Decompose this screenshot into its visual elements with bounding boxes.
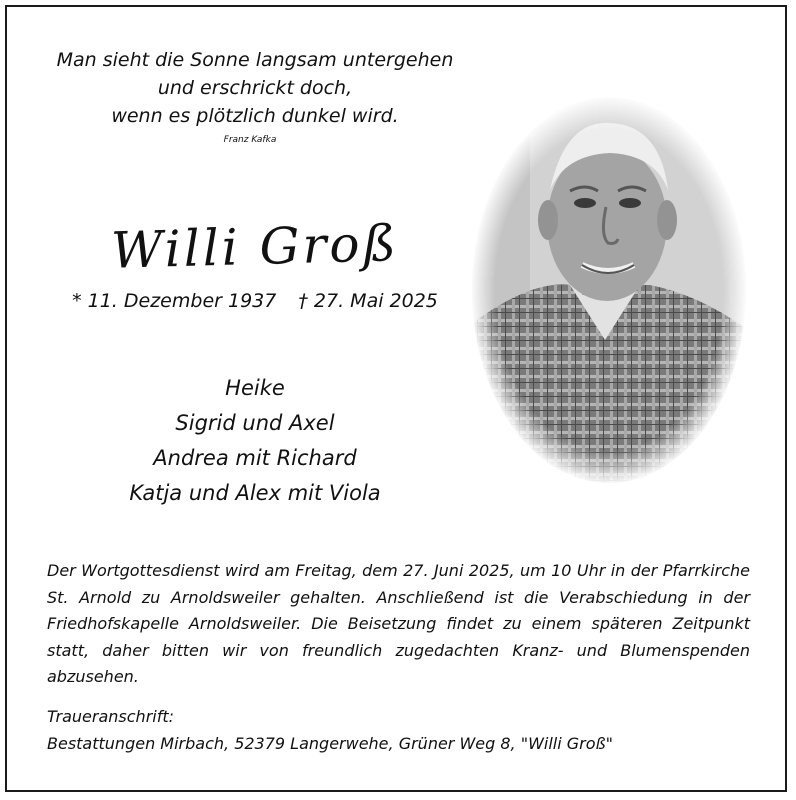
quote-line: Man sieht die Sonne langsam untergehen	[56, 49, 454, 71]
quote	[40, 46, 470, 130]
mourner-name: Heike	[225, 376, 285, 400]
quote-line: wenn es plötzlich dunkel wird.	[111, 105, 399, 127]
mourners-list	[60, 371, 450, 511]
deceased-name: Willi Groß	[110, 214, 400, 280]
quote-author: Franz Kafka	[223, 135, 277, 145]
quote-line: und erschrickt doch,	[157, 77, 353, 99]
mourning-address	[47, 704, 750, 757]
mourner-name: Andrea mit Richard	[153, 446, 357, 470]
life-dates	[40, 290, 470, 312]
death-date: † 27. Mai 2025	[298, 290, 438, 312]
birth-date: * 11. Dezember 1937	[72, 290, 277, 312]
mourner-name: Katja und Alex mit Viola	[129, 481, 381, 505]
address-label: Traueranschrift:	[47, 707, 175, 726]
address-value: Bestattungen Mirbach, 52379 Langerwehe, Grüner Weg 8, "Willi Groß"	[47, 733, 613, 753]
service-announcement: Der Wortgottesdienst wird am Freitag, dem 27. Juni 2025, um 10 Uhr in der Pfarrkirche St. Arnold zu Arnoldsweiler gehalten. Anschließend ist die Verabschiedung in der Friedhofskapelle Arnoldsweiler. Die Beisetzung findet zu einem späteren Zeitpunkt statt, daher bitten wir von freundlich zugedachten Kranz- und Blumenspenden abzusehen.	[47, 561, 750, 686]
portrait-photo	[470, 95, 748, 485]
mourner-name: Sigrid und Axel	[175, 411, 335, 435]
